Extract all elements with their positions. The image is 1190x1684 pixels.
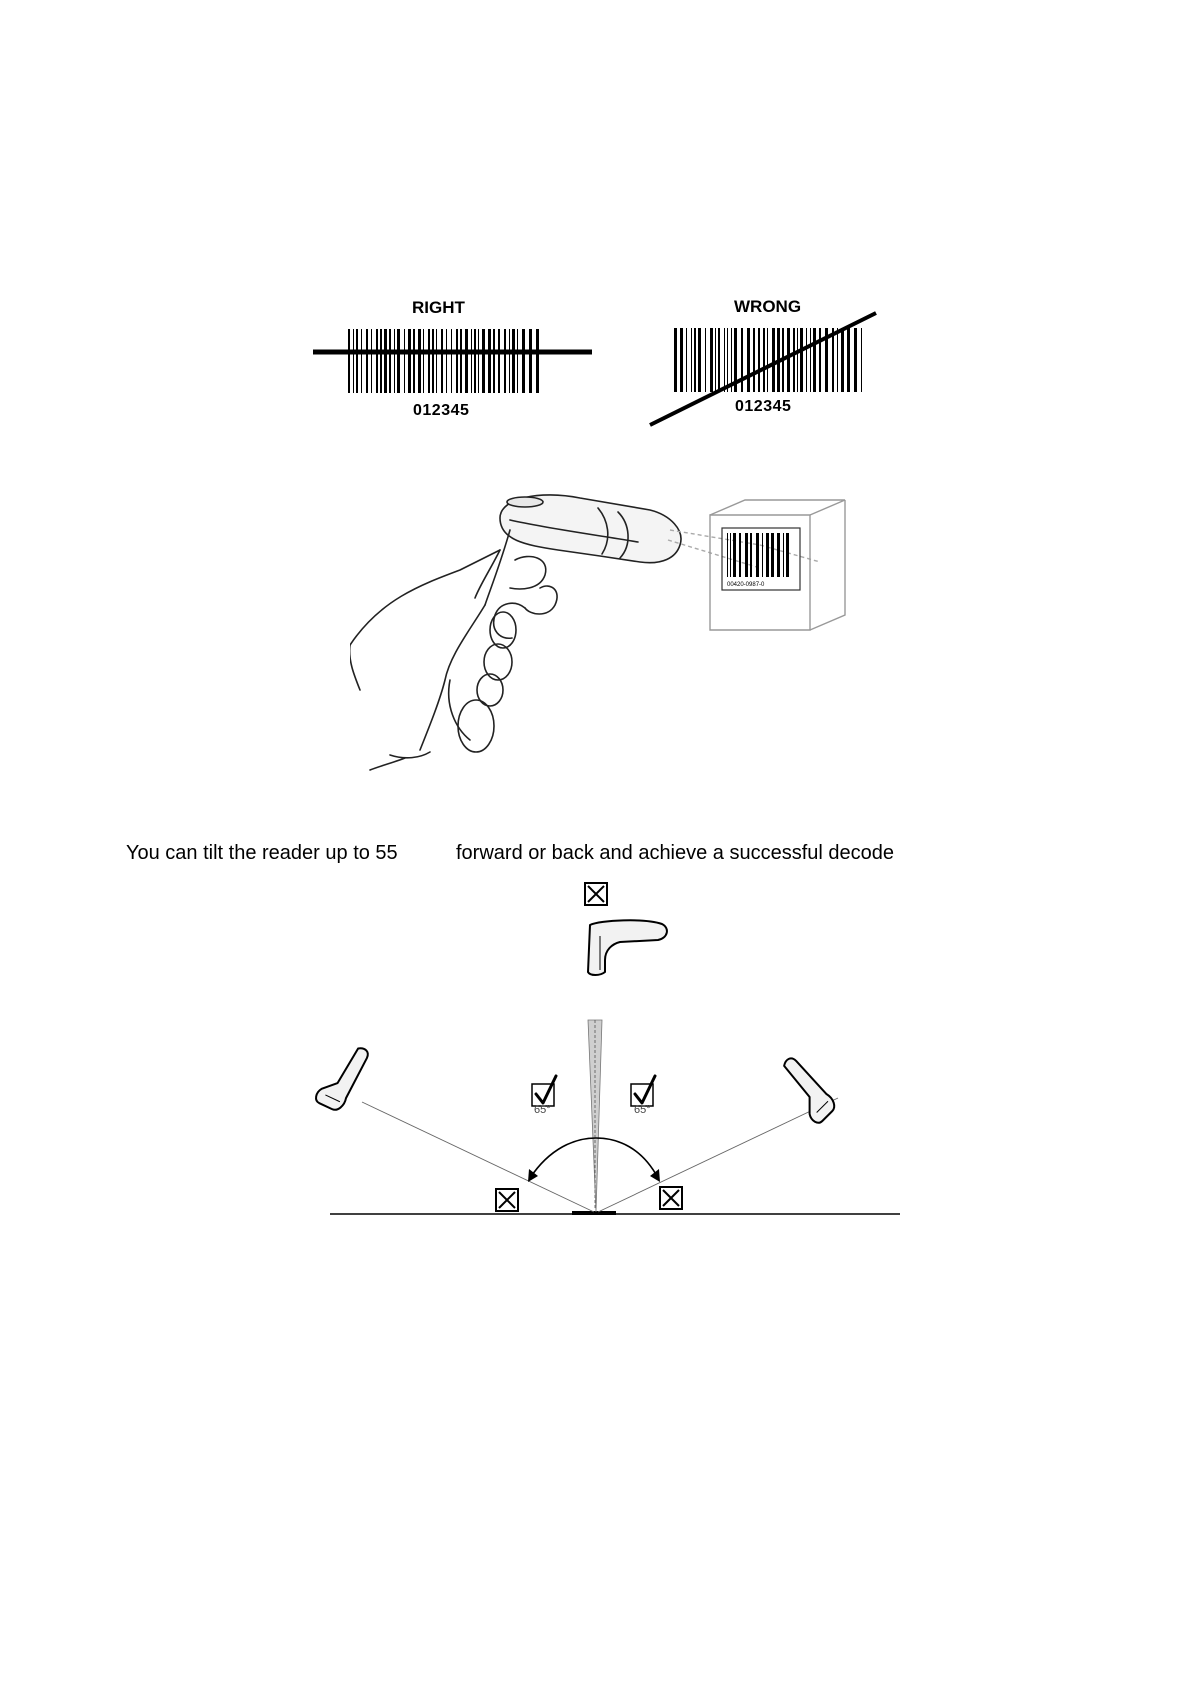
barcode-bar [806,328,807,392]
barcode-bar [366,329,368,393]
wrong-barcode-number: 012345 [735,398,792,415]
barcode-bar [730,533,731,577]
scanner-illustration [350,490,910,780]
barcode-bar [493,329,495,393]
barcode-bar [451,329,452,393]
barcode-bar [861,328,862,392]
right-label: RIGHT [412,298,465,317]
barcode-bar [404,329,405,393]
barcode-bar [694,328,696,392]
barcode-bar [408,329,411,393]
cross-icon [585,883,607,905]
barcode-bar [771,533,774,577]
barcode-bar [705,328,706,392]
barcode-examples-graphic [300,305,900,435]
right-barcode [348,329,539,393]
barcode-bar [394,329,395,393]
barcode-bar [787,328,790,392]
box-barcode [727,533,789,577]
barcode-bar [498,329,500,393]
barcode-bar [436,329,437,393]
barcode-bar [353,329,354,393]
barcode-bar [750,533,752,577]
check-icon [631,1076,655,1106]
barcode-bar [772,328,775,392]
barcode-bar [767,328,768,392]
barcode-bar [478,329,479,393]
barcode-bar [356,329,358,393]
left-ray [362,1102,594,1212]
scanner-right [770,1056,839,1125]
barcode-bar [384,329,387,393]
hand [350,550,500,645]
scanner-handle [485,530,510,605]
barcode-bar [837,328,838,392]
barcode-bar [763,328,765,392]
barcode-bar [691,328,692,392]
caption-part1: You can tilt the reader up to 55 [126,842,398,864]
barcode-bar [389,329,391,393]
barcode-bar [509,329,510,393]
barcode-bar [766,533,769,577]
barcode-bar [762,533,763,577]
left-angle-label: 65° [534,1104,551,1116]
barcode-bar [536,329,539,393]
caption-part2: forward or back and achieve a successful decode [456,842,895,864]
barcode-bar [686,328,687,392]
barcode-bar [847,328,850,392]
barcode-bar [753,328,755,392]
barcode-bar [813,328,816,392]
barcode-bar [797,328,798,392]
barcode-bar [418,329,421,393]
barcode-bar [680,328,683,392]
right-barcode-number: 012345 [413,402,470,419]
tilt-diagram [300,880,920,1240]
barcode-bar [698,328,701,392]
barcode-bar [745,533,748,577]
wrong-barcode [674,328,862,392]
barcode-bar [786,533,789,577]
barcode-bar [783,533,784,577]
barcode-bar [747,328,750,392]
cross-icon [660,1187,682,1209]
barcode-bar [854,328,857,392]
barcode-bar [739,533,741,577]
barcode-bar [465,329,468,393]
barcode-bar [718,328,720,392]
barcode-bar [741,328,743,392]
barcode-bar [423,329,424,393]
barcode-bar [371,329,372,393]
barcode-bar [361,329,362,393]
barcode-bar [727,328,728,392]
right-angle-label: 65° [634,1104,651,1116]
box-barcode-number: 00420-0987-0 [727,582,765,588]
barcode-bar [832,328,834,392]
wrong-label: WRONG [734,297,802,316]
barcode-bar [441,329,443,393]
barcode-bar [777,533,780,577]
barcode-bar [456,329,458,393]
barcode-bar [819,328,821,392]
barcode-bar [841,328,844,392]
barcode-bar [727,533,728,577]
barcode-bar [529,329,532,393]
barcode-bar [733,533,736,577]
barcode-bar [724,328,725,392]
barcode-bar [758,328,760,392]
cross-icon [496,1189,518,1211]
barcode-bar [428,329,430,393]
barcode-bar [376,329,378,393]
barcode-bar [756,533,759,577]
barcode-bar [522,329,525,393]
barcode-bar [517,329,518,393]
barcode-bar [460,329,462,393]
barcode-bar [397,329,400,393]
barcode-bar [474,329,476,393]
scanner-top [588,920,667,975]
barcode-bar [471,329,472,393]
barcode-bar [710,328,713,392]
scanner-left [314,1039,370,1113]
barcode-bar [482,329,485,393]
barcode-bar [674,328,677,392]
barcode-bar [413,329,415,393]
check-icon [532,1076,556,1106]
barcode-bar [432,329,434,393]
barcode-bar [488,329,491,393]
barcode-bar [348,329,350,393]
barcode-bar [446,329,447,393]
barcode-bar [800,328,803,392]
barcode-bar [793,328,795,392]
barcode-bar [715,328,716,392]
barcode-bar [504,329,506,393]
barcode-bar [512,329,515,393]
barcode-bar [810,328,811,392]
barcode-bar [380,329,382,393]
